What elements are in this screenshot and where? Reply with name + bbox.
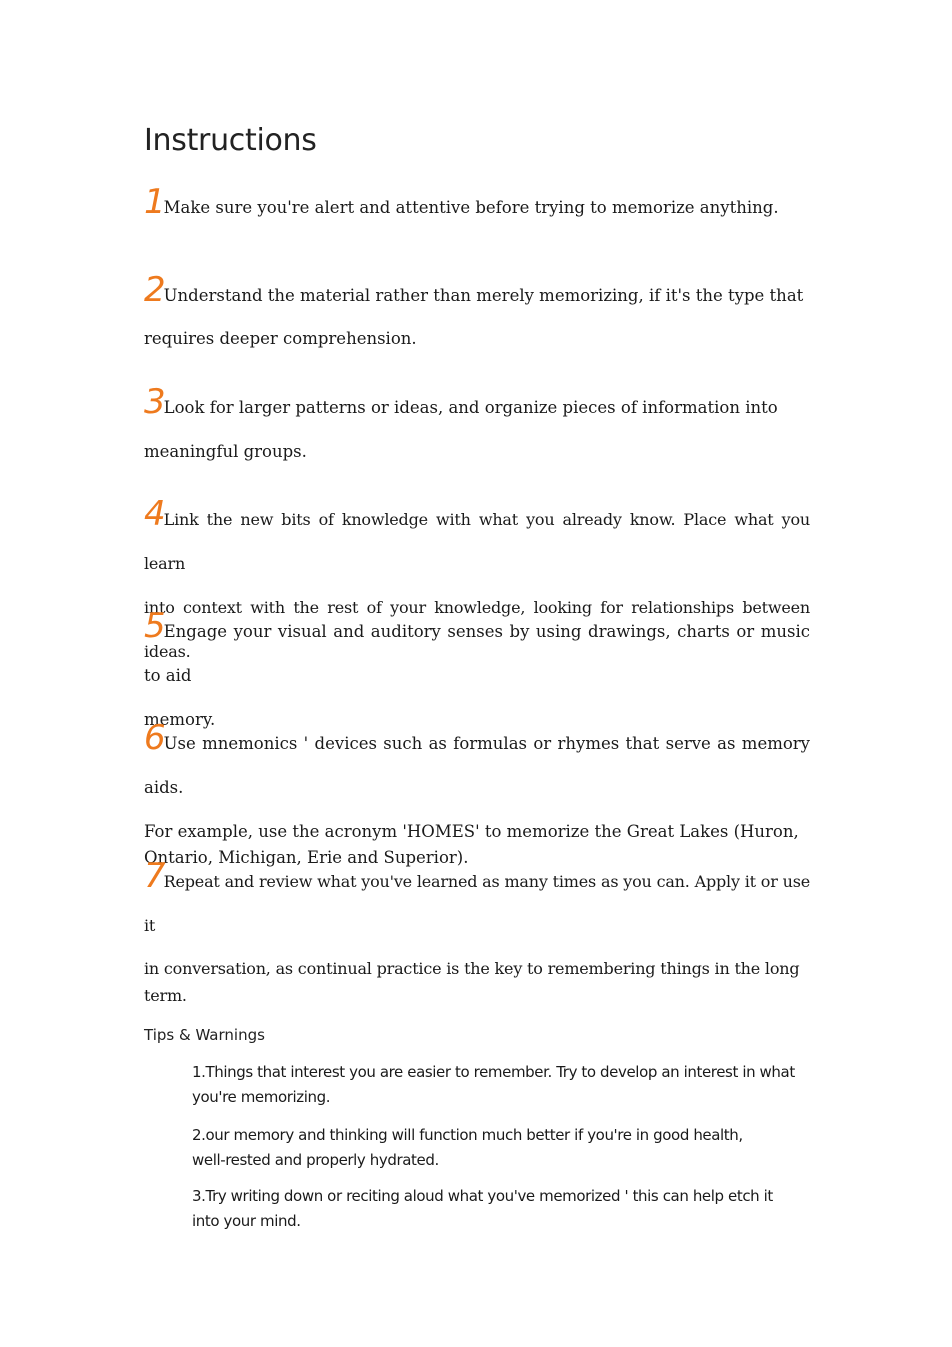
tip-line: 1.Things that interest you are easier to remember. Try to develop an interest in what (192, 1063, 795, 1081)
tip-item-3 (192, 1184, 806, 1234)
step-6 (144, 718, 810, 867)
step-text: Look for larger patterns or ideas, and organize pieces of information into (163, 398, 778, 417)
step-1 (144, 182, 810, 230)
step-line (144, 270, 810, 317)
document-page (144, 118, 810, 1230)
step-line: memory. (144, 710, 216, 729)
tip-line: well-rested and properly hydrated. (192, 1151, 439, 1169)
step-number: 3 (144, 382, 163, 422)
step-line: into context with the rest of your knowledge, looking for relationships between ideas. (144, 598, 810, 661)
step-line (144, 382, 810, 430)
tips-warnings-title: Tips & Warnings (144, 1026, 265, 1044)
step-text: Repeat and review what you've learned as many times as you can. Apply it or use it (144, 872, 810, 935)
step-number: 1 (144, 182, 163, 222)
tip-line: 2.our memory and thinking will function much better if you're in good health, (192, 1126, 743, 1144)
step-2 (144, 270, 810, 360)
step-number: 5 (144, 606, 163, 646)
step-number: 4 (144, 494, 163, 534)
step-text: Engage your visual and auditory senses by using drawings, charts or music to aid (144, 622, 810, 685)
step-text: Make sure you're alert and attentive before trying to memorize anything. (163, 198, 779, 217)
step-line (144, 182, 810, 230)
tip-line: 3.Try writing down or reciting aloud what you've memorized ' this can help etch it (192, 1187, 773, 1205)
step-line (144, 494, 810, 586)
tip-item-2 (192, 1123, 806, 1173)
step-3 (144, 382, 810, 474)
step-line: term. (144, 986, 187, 1005)
step-line (144, 718, 810, 810)
step-line: requires deeper comprehension. (144, 329, 417, 348)
step-text: Link the new bits of knowledge with what you already know. Place what you learn (144, 510, 810, 573)
step-number: 6 (144, 718, 163, 758)
step-number: 7 (144, 856, 163, 896)
step-line: meaningful groups. (144, 442, 307, 461)
step-line: Ontario, Michigan, Erie and Superior). (144, 848, 469, 867)
step-line (144, 606, 810, 698)
step-number: 2 (144, 270, 163, 310)
step-line: in conversation, as continual practice is the key to remembering things in the long (144, 959, 800, 978)
tip-item-1 (192, 1060, 806, 1110)
tip-line: you're memorizing. (192, 1088, 331, 1106)
tip-line: into your mind. (192, 1212, 301, 1230)
step-text: Understand the material rather than merely memorizing, if it's the type that (163, 286, 804, 305)
instructions-heading: Instructions (144, 123, 317, 158)
step-text: Use mnemonics ' devices such as formulas or rhymes that serve as memory aids. (144, 734, 810, 797)
step-line: For example, use the acronym 'HOMES' to memorize the Great Lakes (Huron, (144, 822, 799, 841)
